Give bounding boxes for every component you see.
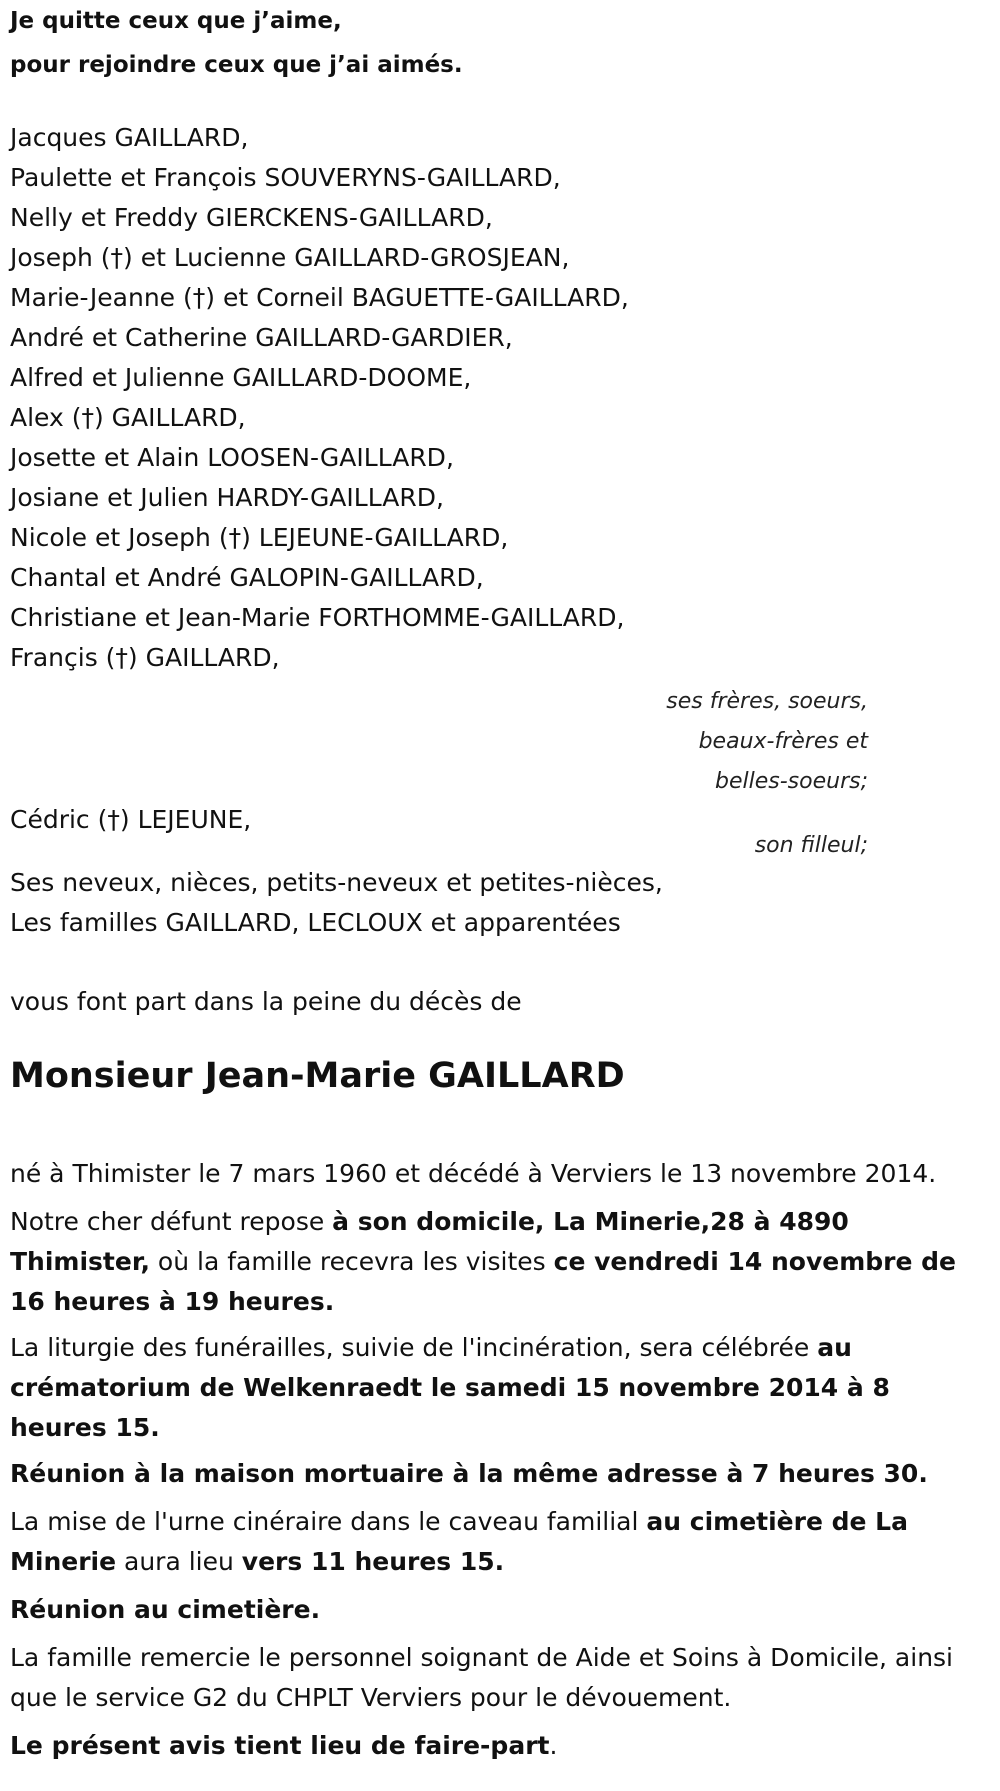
announcement-text: vous font part dans la peine du décès de [10,987,522,1016]
urn-time: vers 11 heures 15. [241,1547,505,1576]
relation-line: belles-soeurs; [715,769,868,794]
family-member: Paulette et François SOUVERYNS-GAILLARD, [10,163,561,192]
godson-name: Cédric (†) LEJEUNE, [10,805,252,834]
family-member: Alfred et Julienne GAILLARD-DOOME, [10,363,472,392]
family-list [10,118,629,678]
other-relatives [10,863,663,943]
family-member: Alex (†) GAILLARD, [10,403,246,432]
relatives-line: Les familles GAILLARD, LECLOUX et apparentées [10,908,621,937]
faire-part-text: Le présent avis tient lieu de faire-part [10,1731,550,1760]
deceased-name: Monsieur Jean-Marie GAILLARD [10,1056,625,1096]
family-member: Christiane et Jean-Marie FORTHOMME-GAILLARD, [10,603,625,632]
cemetery-meeting: Réunion au cimetière. [10,1595,321,1624]
epigraph-line-1: Je quitte ceux que j’aime, [10,8,342,34]
family-member: Joseph (†) et Lucienne GAILLARD-GROSJEAN, [10,243,570,272]
repose-text: Notre cher défunt repose [10,1207,333,1236]
repose-address: à son domicile, La Minerie,28 à 4890 Thimister, [10,1207,849,1276]
visit-time: ce vendredi 14 novembre de 16 heures à 19 heures. [10,1247,957,1316]
family-member: Nelly et Freddy GIERCKENS-GAILLARD, [10,203,493,232]
birth-death-line: né à Thimister le 7 mars 1960 et décédé à Verviers le 13 novembre 2014. [10,1159,937,1188]
family-member: Josiane et Julien HARDY-GAILLARD, [10,483,444,512]
urn-text: La mise de l'urne cinéraire dans le caveau familial [10,1507,647,1536]
faire-part-notice [10,1726,980,1766]
family-member: André et Catherine GAILLARD-GARDIER, [10,323,513,352]
urn-paragraph [10,1502,980,1582]
family-member: Jacques GAILLARD, [10,123,249,152]
repose-text-2: où la famille recevra les visites [149,1247,554,1276]
repose-paragraph [10,1202,980,1322]
meeting-paragraph: Réunion à la maison mortuaire à la même adresse à 7 heures 30. [10,1459,928,1488]
relation-godson: son filleul; [754,833,868,858]
family-member: Nicole et Joseph (†) LEJEUNE-GAILLARD, [10,523,509,552]
epigraph-line-2: pour rejoindre ceux que j’ai aimés. [10,52,463,78]
urn-text-2: aura lieu [116,1547,242,1576]
relatives-line: Ses neveux, nièces, petits-neveux et petites-nièces, [10,868,663,897]
family-member: Françis (†) GAILLARD, [10,643,280,672]
relation-siblings [666,682,868,802]
liturgy-paragraph [10,1328,980,1448]
thanks-paragraph: La famille remercie le personnel soignant de Aide et Soins à Domicile, ainsi que le service G2 du CHPLT Verviers pour le dévouement. [10,1643,954,1712]
relation-line: beaux-frères et [698,729,868,754]
cemetery-name: au cimetière de La Minerie [10,1507,908,1576]
family-member: Josette et Alain LOOSEN-GAILLARD, [10,443,454,472]
faire-part-period: . [549,1731,558,1760]
liturgy-place-time: au crématorium de Welkenraedt le samedi 15 novembre 2014 à 8 heures 15. [10,1333,890,1442]
family-member: Marie-Jeanne (†) et Corneil BAGUETTE-GAILLARD, [10,283,629,312]
family-member: Chantal et André GALOPIN-GAILLARD, [10,563,484,592]
relation-line: ses frères, soeurs, [666,689,868,714]
liturgy-text: La liturgie des funérailles, suivie de l'incinération, sera célébrée [10,1333,818,1362]
